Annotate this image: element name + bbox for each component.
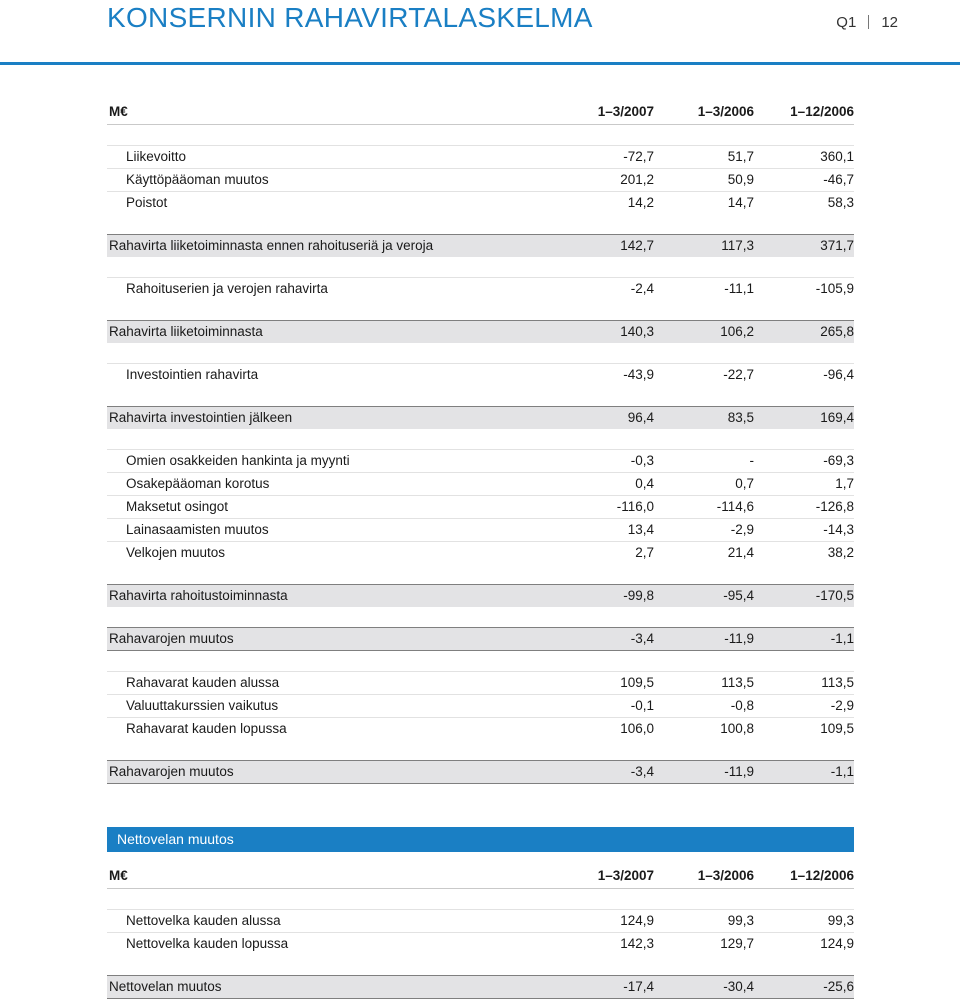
subtotal-row [107,235,854,258]
row-value: 106,2 [654,321,754,344]
row-label: Rahavarojen muutos [107,628,554,651]
row-value: 14,2 [554,192,654,215]
row-value: -95,4 [654,585,754,608]
row-value: 169,4 [754,407,854,430]
row-value: 38,2 [754,542,854,565]
row-value: -72,7 [554,146,654,169]
row-label: Rahavarat kauden lopussa [107,718,554,741]
row-value: 99,3 [754,910,854,933]
table-row [107,672,854,695]
page-separator [868,15,869,29]
row-value: 96,4 [554,407,654,430]
row-value: -11,9 [654,628,754,651]
row-value: -0,3 [554,450,654,473]
row-value: 58,3 [754,192,854,215]
row-value: 113,5 [754,672,854,695]
row-value: -116,0 [554,496,654,519]
row-value: 371,7 [754,235,854,258]
table-row [107,473,854,496]
row-label: Maksetut osingot [107,496,554,519]
spacer-row [107,607,854,628]
row-label: Velkojen muutos [107,542,554,565]
row-label: Nettovelka kauden lopussa [107,933,554,956]
spacer-row [107,889,854,910]
row-value: -2,9 [654,519,754,542]
row-value: 106,0 [554,718,654,741]
table-row [107,718,854,741]
spacer-row [107,214,854,235]
row-value: 99,3 [654,910,754,933]
row-label: Investointien rahavirta [107,364,554,387]
row-value: 142,7 [554,235,654,258]
row-value: -105,9 [754,278,854,301]
spacer-row [107,125,854,146]
spacer-row [107,955,854,976]
total-row [107,761,854,784]
unit-header: M€ [107,100,554,125]
row-value: 124,9 [754,933,854,956]
net-debt-section-header [107,827,854,852]
row-value: -2,4 [554,278,654,301]
table-row [107,542,854,565]
row-value: -99,8 [554,585,654,608]
row-value: -17,4 [554,976,654,999]
row-label: Rahavirta liiketoiminnasta ennen rahoituseriä ja veroja [107,235,554,258]
row-value: - [654,450,754,473]
row-value: 0,7 [654,473,754,496]
column-header: 1–12/2006 [754,100,854,125]
table-row [107,364,854,387]
unit-header: M€ [107,864,554,889]
row-value: 100,8 [654,718,754,741]
table-row [107,933,854,956]
row-label: Lainasaamisten muutos [107,519,554,542]
row-label: Nettovelka kauden alussa [107,910,554,933]
row-value: -0,1 [554,695,654,718]
spacer-row [107,564,854,585]
row-label: Valuuttakurssien vaikutus [107,695,554,718]
column-header: 1–3/2007 [554,100,654,125]
quarter-label: Q1 [836,14,857,31]
row-value: -1,1 [754,628,854,651]
row-value: -2,9 [754,695,854,718]
row-label: Liikevoitto [107,146,554,169]
spacer-row [107,740,854,761]
row-value: 0,4 [554,473,654,496]
page-title: KONSERNIN RAHAVIRTALASKELMA [107,2,593,33]
row-value: -25,6 [754,976,854,999]
subtotal-row [107,585,854,608]
row-value: 129,7 [654,933,754,956]
row-label: Käyttöpääoman muutos [107,169,554,192]
row-value: 201,2 [554,169,654,192]
row-value: 109,5 [554,672,654,695]
row-value: 142,3 [554,933,654,956]
row-value: -126,8 [754,496,854,519]
total-row [107,976,854,999]
row-value: 2,7 [554,542,654,565]
row-value: 1,7 [754,473,854,496]
row-value: 113,5 [654,672,754,695]
row-value: 124,9 [554,910,654,933]
row-value: -3,4 [554,761,654,784]
column-header: 1–12/2006 [754,864,854,889]
table-row [107,146,854,169]
row-value: -30,4 [654,976,754,999]
row-value: 14,7 [654,192,754,215]
column-header: 1–3/2007 [554,864,654,889]
subtotal-row [107,321,854,344]
row-value: -46,7 [754,169,854,192]
spacer-row [107,651,854,672]
row-value: 265,8 [754,321,854,344]
row-value: 13,4 [554,519,654,542]
row-label: Nettovelan muutos [107,976,554,999]
row-value: -43,9 [554,364,654,387]
cashflow-table [107,100,854,784]
column-header: 1–3/2006 [654,864,754,889]
table-row [107,192,854,215]
row-label: Rahavirta liiketoiminnasta [107,321,554,344]
row-value: -11,1 [654,278,754,301]
row-label: Rahavirta investointien jälkeen [107,407,554,430]
net-debt-table [107,864,854,999]
row-value: -14,3 [754,519,854,542]
row-value: -0,8 [654,695,754,718]
row-value: 51,7 [654,146,754,169]
section-title: Nettovelan muutos [117,831,234,847]
row-value: -170,5 [754,585,854,608]
page-number: 12 [881,14,898,31]
row-value: -69,3 [754,450,854,473]
row-label: Osakepääoman korotus [107,473,554,496]
total-row [107,628,854,651]
table-header-row [107,864,854,889]
row-value: 140,3 [554,321,654,344]
spacer-row [107,386,854,407]
row-value: 360,1 [754,146,854,169]
table-row [107,910,854,933]
row-label: Rahavarat kauden alussa [107,672,554,695]
table-row [107,496,854,519]
row-value: 21,4 [654,542,754,565]
spacer-row [107,343,854,364]
row-value: -3,4 [554,628,654,651]
subtotal-row [107,407,854,430]
row-value: 83,5 [654,407,754,430]
table-row [107,278,854,301]
row-label: Poistot [107,192,554,215]
row-value: -11,9 [654,761,754,784]
spacer-row [107,257,854,278]
header-rule [0,62,960,65]
table-row [107,169,854,192]
row-value: -114,6 [654,496,754,519]
row-label: Rahavirta rahoitustoiminnasta [107,585,554,608]
page-indicator [836,14,898,32]
row-label: Rahavarojen muutos [107,761,554,784]
spacer-row [107,300,854,321]
row-label: Rahoituserien ja verojen rahavirta [107,278,554,301]
table-row [107,519,854,542]
table-row [107,450,854,473]
table-row [107,695,854,718]
row-value: 109,5 [754,718,854,741]
spacer-row [107,429,854,450]
row-label: Omien osakkeiden hankinta ja myynti [107,450,554,473]
row-value: 117,3 [654,235,754,258]
row-value: -1,1 [754,761,854,784]
table-header-row [107,100,854,125]
column-header: 1–3/2006 [654,100,754,125]
row-value: 50,9 [654,169,754,192]
row-value: -96,4 [754,364,854,387]
row-value: -22,7 [654,364,754,387]
